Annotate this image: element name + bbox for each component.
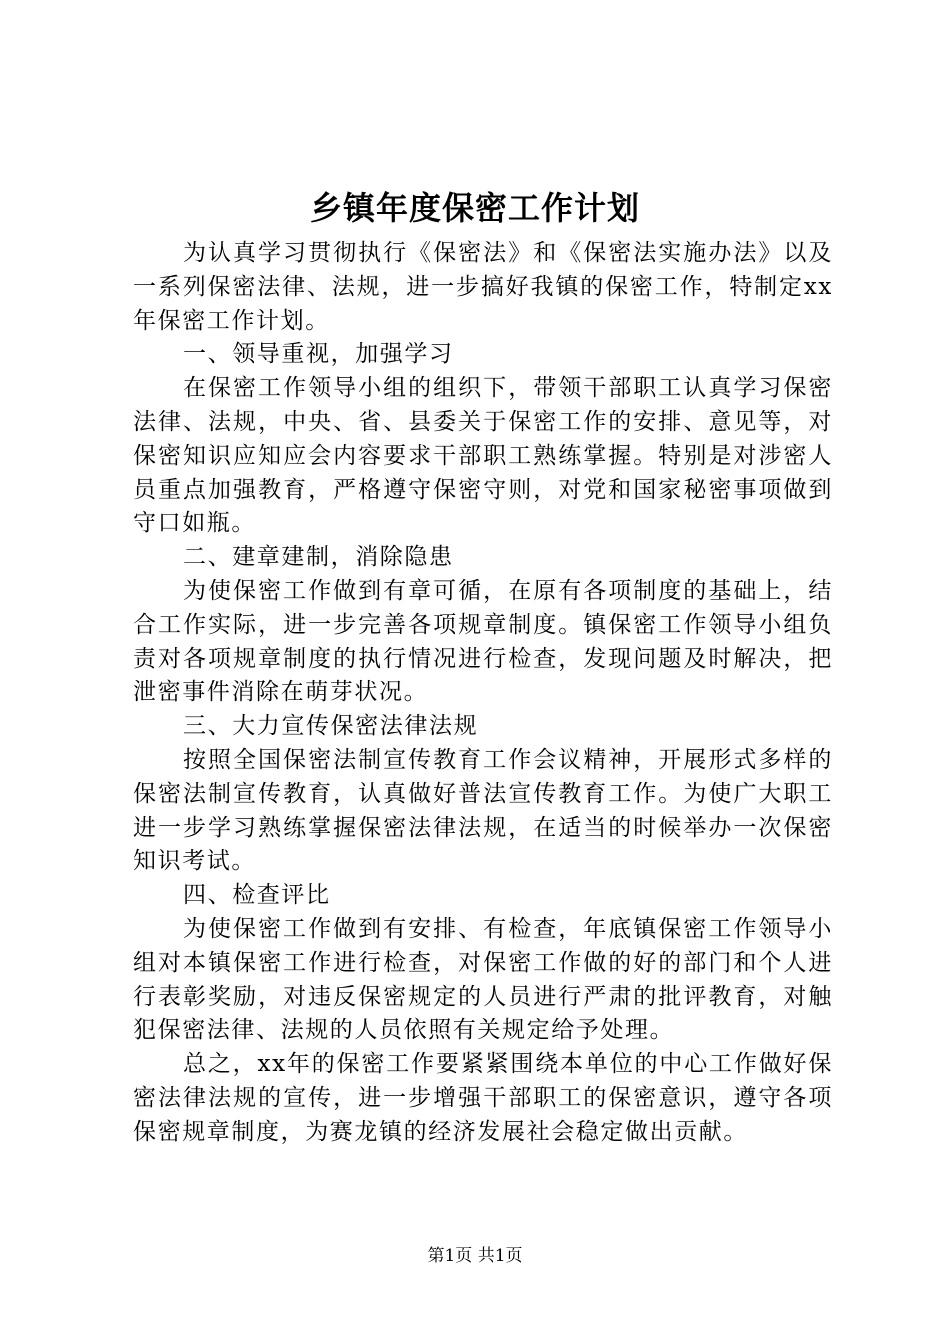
conclusion-paragraph: 总之，xx年的保密工作要紧紧围绕本单位的中心工作做好保密法律法规的宣传，进一步增强干部职工的保密意识，遵守各项保密规章制度，为赛龙镇的经济发展社会稳定做出贡献。 [133, 1051, 833, 1145]
section-heading-1: 一、领导重视，加强学习 [183, 341, 454, 368]
page-footer: 第1页 共1页 [427, 1246, 523, 1266]
document-body [133, 237, 833, 1150]
section-paragraph-4: 为使保密工作做到有安排、有检查，年底镇保密工作领导小组对本镇保密工作进行检查，对保密工作做的好的部门和个人进行表彰奖励，对违反保密规定的人员进行严肃的批评教育，对触犯保密法律、法规的人员依照有关规定给予处理。 [133, 915, 833, 1044]
intro-paragraph: 为认真学习贯彻执行《保密法》和《保密法实施办法》以及一系列保密法律、法规，进一步搞好我镇的保密工作，特制定xx年保密工作计划。 [133, 240, 833, 334]
section-paragraph-1: 在保密工作领导小组的组织下，带领干部职工认真学习保密法律、法规，中央、省、县委关于保密工作的安排、意见等，对保密知识应知应会内容要求干部职工熟练掌握。特别是对涉密人员重点加强教育，严格遵守保密守则，对党和国家秘密事项做到守口如瓶。 [133, 375, 833, 537]
document-title: 乡镇年度保密工作计划 [309, 189, 640, 227]
section-heading-2: 二、建章建制，消除隐患 [183, 544, 454, 571]
section-heading-3: 三、大力宣传保密法律法规 [183, 713, 479, 740]
section-paragraph-2: 为使保密工作做到有章可循，在原有各项制度的基础上，结合工作实际，进一步完善各项规章制度。镇保密工作领导小组负责对各项规章制度的执行情况进行检查，发现问题及时解决，把泄密事件消除在萌芽状况。 [133, 577, 833, 706]
section-heading-4: 四、检查评比 [183, 882, 331, 909]
section-paragraph-3: 按照全国保密法制宣传教育工作会议精神，开展形式多样的保密法制宣传教育，认真做好普法宣传教育工作。为使广大职工进一步学习熟练掌握保密法律法规，在适当的时候举办一次保密知识考试。 [133, 746, 833, 875]
